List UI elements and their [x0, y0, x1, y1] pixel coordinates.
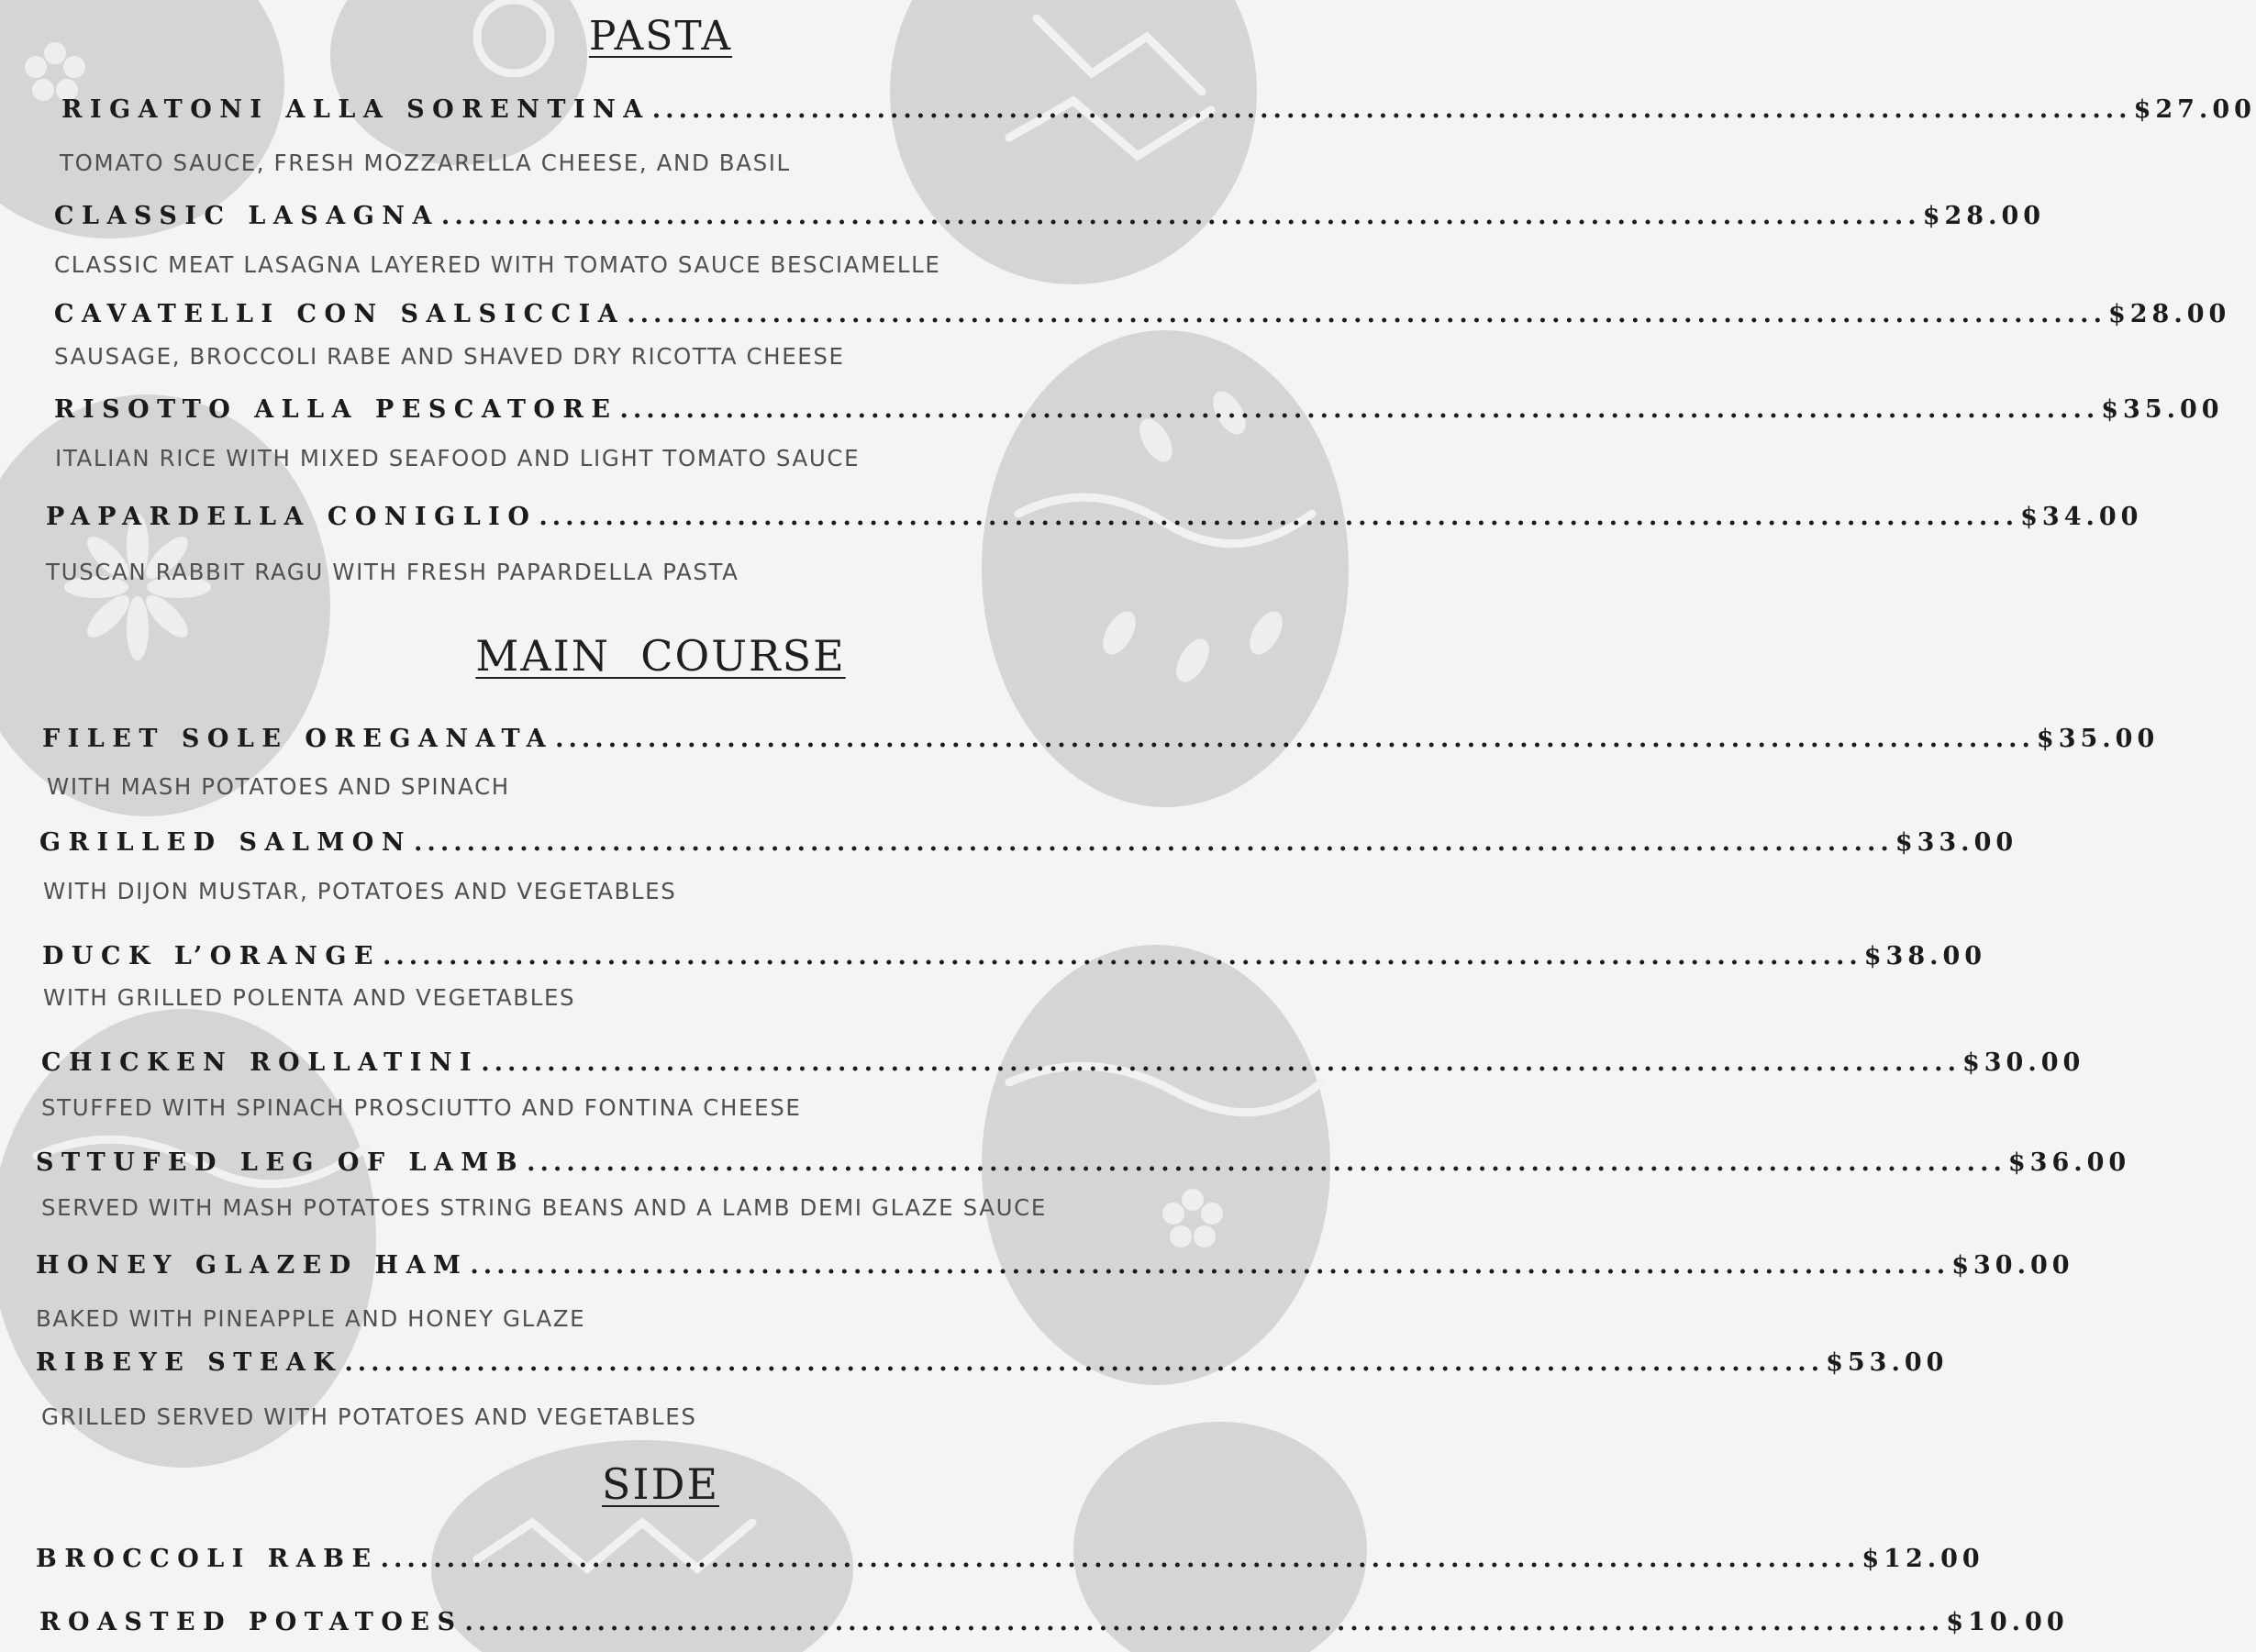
menu-item: [42, 725, 2160, 753]
menu-item-price: $35.00: [2036, 725, 2160, 753]
dot-leader: ................................................................................................................: [344, 1348, 1825, 1377]
menu-item: [61, 95, 2256, 124]
dot-leader: ................................................................................................................: [619, 395, 2100, 424]
menu-item: [46, 503, 2143, 531]
menu-item-price: $30.00: [1961, 1048, 2085, 1077]
menu-item-price: $12.00: [1861, 1545, 1984, 1573]
menu-item-description: CLASSIC MEAT LASAGNA LAYERED WITH TOMATO SAUCE BESCIAMELLE: [54, 251, 941, 278]
menu-item-price: $36.00: [2007, 1148, 2131, 1177]
menu-item-name: CLASSIC LASAGNA: [54, 202, 439, 230]
menu-item-name: ROASTED POTATOES: [39, 1608, 463, 1636]
menu-item: [41, 1048, 2085, 1077]
menu-item-name: DUCK L’ORANGE: [42, 942, 381, 970]
menu-item-description: TUSCAN RABBIT RAGU WITH FRESH PAPARDELLA PASTA: [46, 559, 739, 585]
dot-leader: ................................................................................................................: [555, 725, 2035, 753]
section-title-main-course: MAIN COURSE: [475, 631, 846, 681]
dot-leader: ................................................................................................................: [414, 828, 1894, 857]
menu-item: [54, 300, 2231, 328]
dot-leader: ................................................................................................................: [651, 95, 2132, 124]
menu-item-name: CAVATELLI CON SALSICCIA: [54, 300, 626, 328]
menu-item-name: CHICKEN ROLLATINI: [41, 1048, 480, 1077]
menu-item-description: WITH DIJON MUSTAR, POTATOES AND VEGETABLES: [43, 878, 677, 904]
dot-leader: ................................................................................................................: [440, 202, 1921, 230]
menu-item-name: PAPARDELLA CONIGLIO: [46, 503, 538, 531]
menu-item-description: SERVED WITH MASH POTATOES STRING BEANS AND A LAMB DEMI GLAZE SAUCE: [41, 1194, 1047, 1221]
dot-leader: ................................................................................................................: [470, 1251, 1950, 1280]
section-title-side: SIDE: [601, 1459, 720, 1509]
menu-item-price: $28.00: [2107, 300, 2231, 328]
dot-leader: ................................................................................................................: [627, 300, 2106, 328]
menu-item-name: RISOTTO ALLA PESCATORE: [54, 395, 618, 424]
menu-item-description: TOMATO SAUCE, FRESH MOZZARELLA CHEESE, AND BASIL: [60, 150, 791, 176]
dot-leader: ................................................................................................................: [527, 1148, 2006, 1177]
menu-item-description: SAUSAGE, BROCCOLI RABE AND SHAVED DRY RICOTTA CHEESE: [54, 343, 845, 370]
menu-item: [36, 1148, 2131, 1177]
menu-item-description: GRILLED SERVED WITH POTATOES AND VEGETABLES: [41, 1403, 697, 1430]
menu-item: [36, 1545, 1984, 1573]
dot-leader: ................................................................................................................: [382, 942, 1862, 970]
menu-item: [36, 1251, 2074, 1280]
menu-item: [42, 942, 1987, 970]
dot-leader: ................................................................................................................: [539, 503, 2019, 531]
menu-item-name: STTUFED LEG OF LAMB: [36, 1148, 526, 1177]
section-title-pasta: PASTA: [588, 13, 733, 60]
menu-item: [54, 202, 2046, 230]
menu-item-description: BAKED WITH PINEAPPLE AND HONEY GLAZE: [36, 1305, 586, 1332]
menu-item-price: $30.00: [1951, 1251, 2074, 1280]
menu-item-name: HONEY GLAZED HAM: [36, 1251, 469, 1280]
menu-item-price: $28.00: [1922, 202, 2046, 230]
menu-item-name: RIGATONI ALLA SORENTINA: [61, 95, 650, 124]
dot-leader: ................................................................................................................: [481, 1048, 1961, 1077]
menu-item-description: STUFFED WITH SPINACH PROSCIUTTO AND FONTINA CHEESE: [41, 1094, 802, 1121]
menu-item-name: RIBEYE STEAK: [36, 1348, 343, 1377]
menu-item-description: ITALIAN RICE WITH MIXED SEAFOOD AND LIGHT TOMATO SAUCE: [55, 445, 861, 471]
dot-leader: ................................................................................................................: [464, 1608, 1945, 1636]
menu-item-price: $27.00: [2133, 95, 2256, 124]
menu-item-name: BROCCOLI RABE: [36, 1545, 379, 1573]
menu-item-price: $38.00: [1863, 942, 1987, 970]
menu-item-price: $34.00: [2020, 503, 2143, 531]
menu-item-price: $10.00: [1946, 1608, 2069, 1636]
menu-item: [36, 1348, 1949, 1377]
menu-item: [54, 395, 2224, 424]
menu-item-price: $35.00: [2101, 395, 2224, 424]
menu-item: [39, 1608, 2069, 1636]
menu-item-description: WITH MASH POTATOES AND SPINACH: [47, 773, 510, 800]
menu-item-price: $53.00: [1826, 1348, 1949, 1377]
menu-item-name: GRILLED SALMON: [39, 828, 413, 857]
menu-item: [39, 828, 2018, 857]
menu-item-price: $33.00: [1895, 828, 2018, 857]
dot-leader: ................................................................................................................: [380, 1545, 1861, 1573]
menu-item-description: WITH GRILLED POLENTA AND VEGETABLES: [43, 984, 576, 1011]
menu-item-name: FILET SOLE OREGANATA: [42, 725, 554, 753]
